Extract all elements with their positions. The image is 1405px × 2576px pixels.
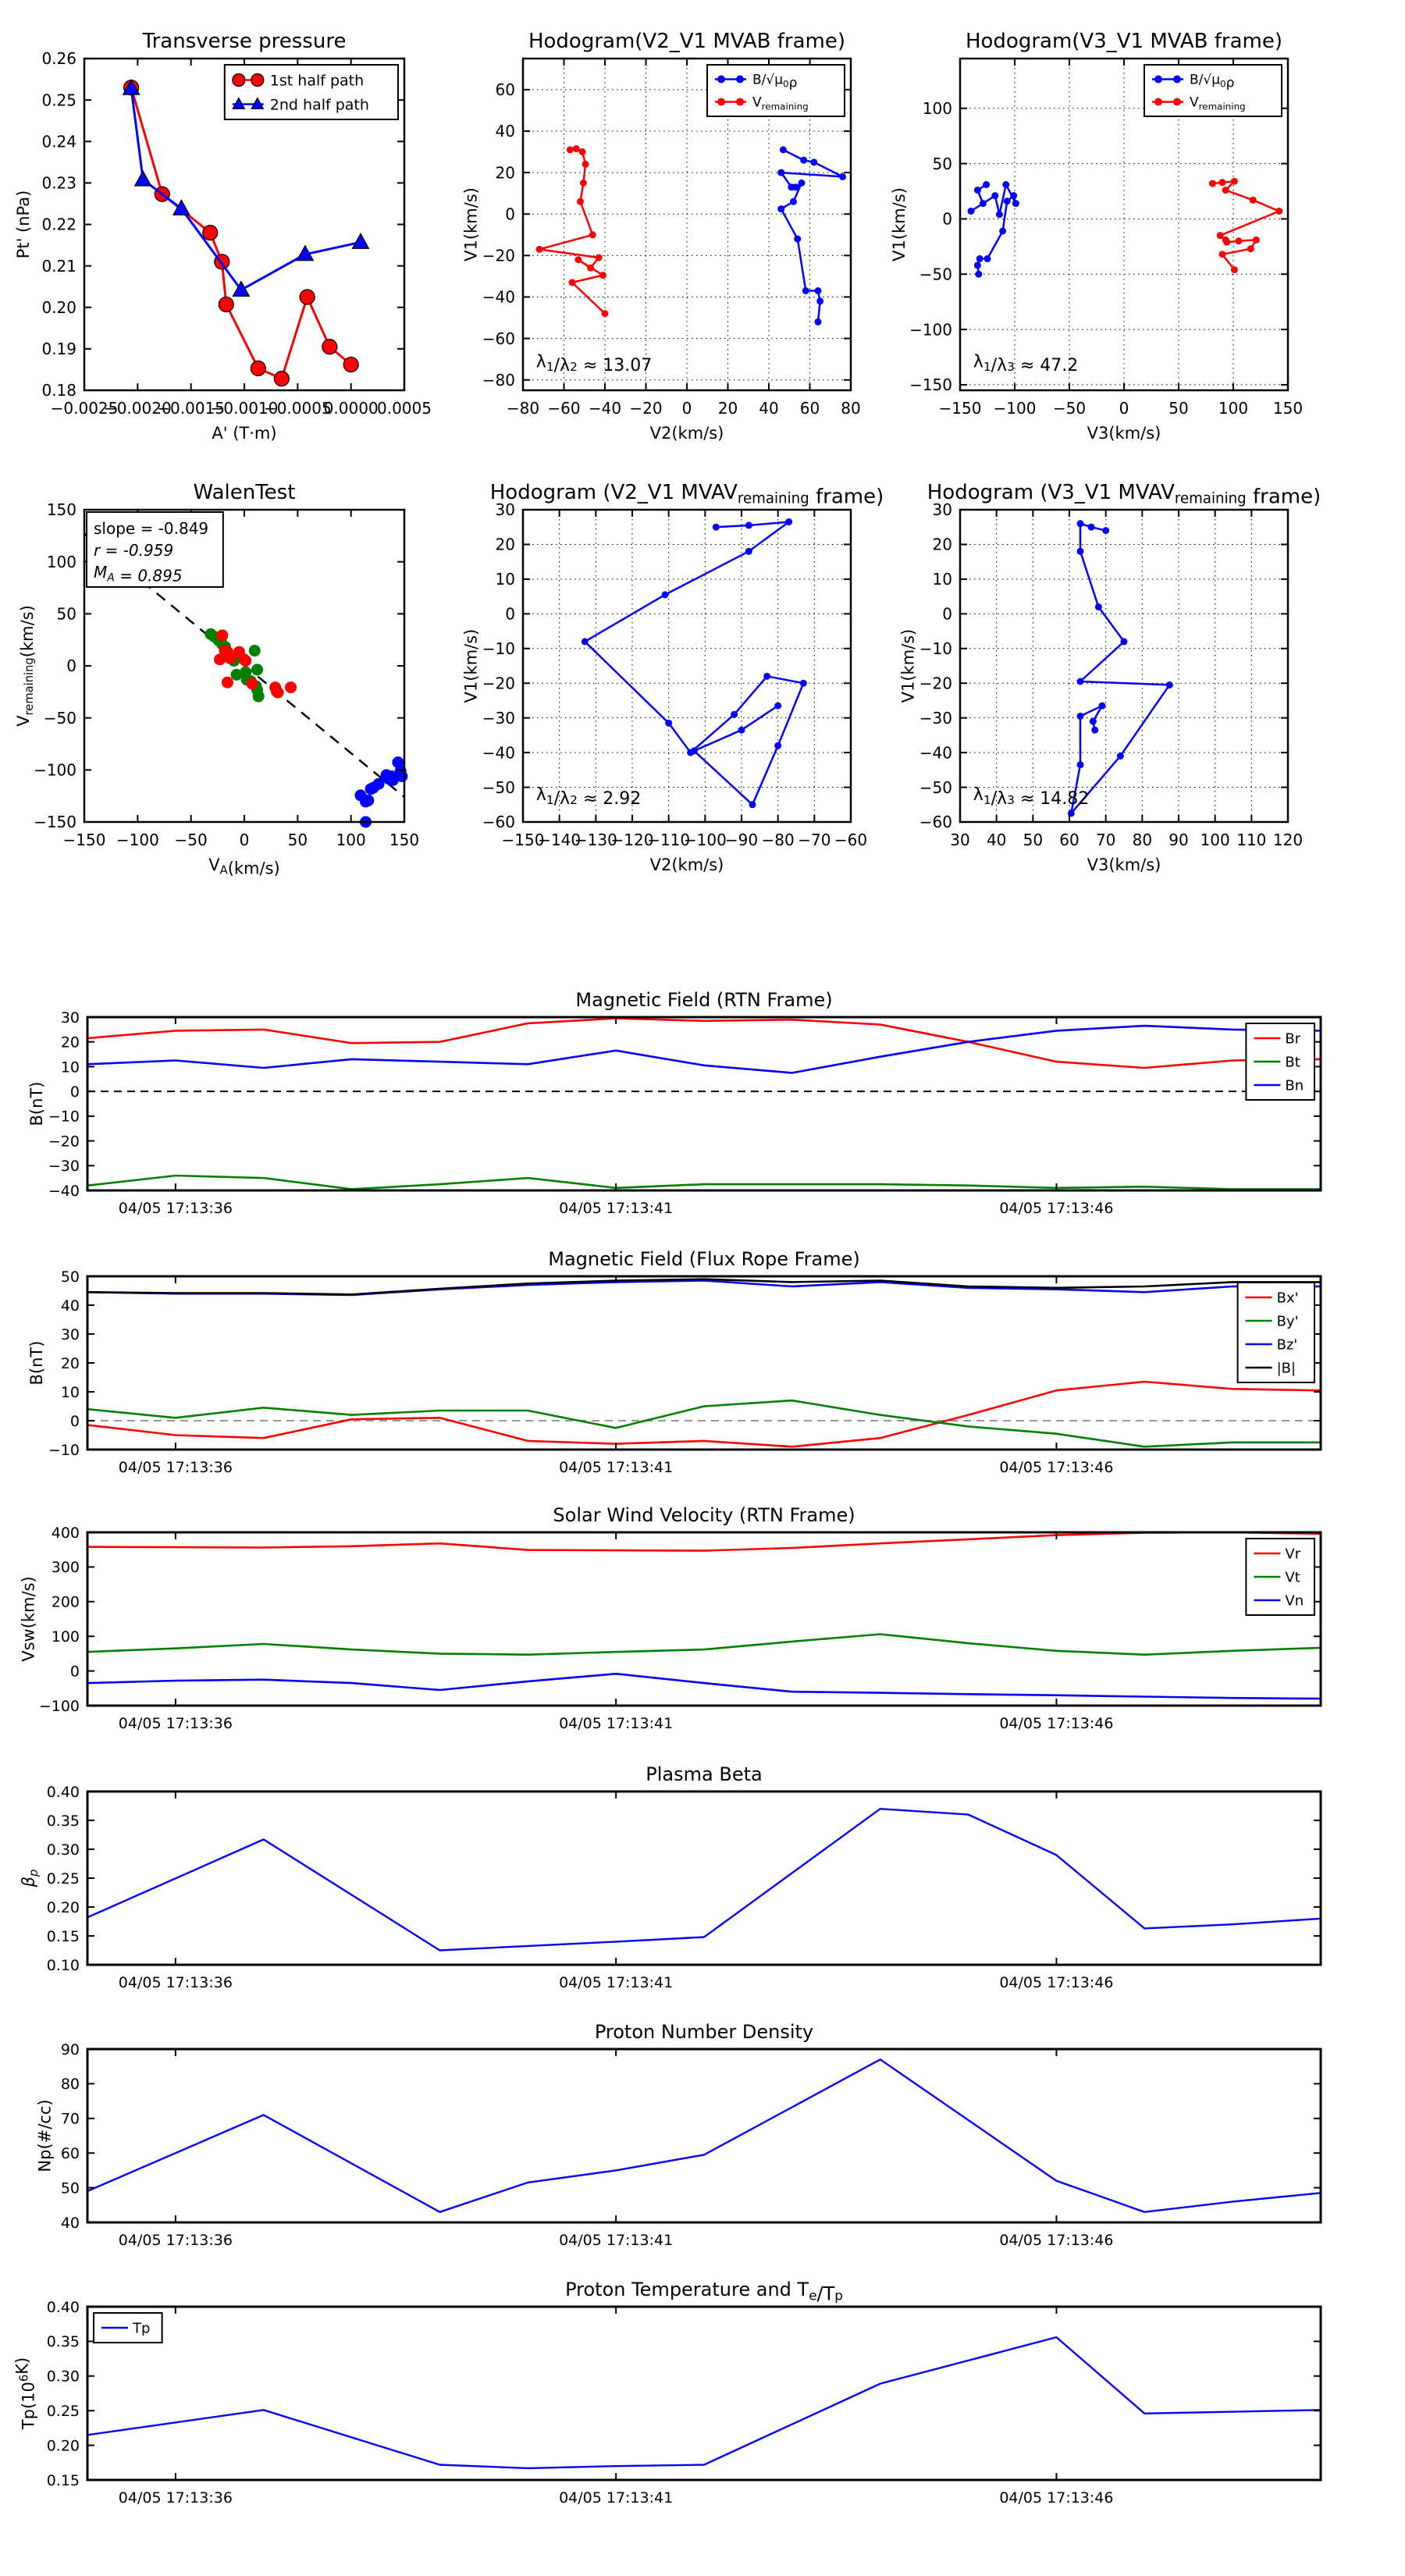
svg-text:Hodogram (V3_V1 MVAVremaining: Hodogram (V3_V1 $MVAV_{remaining}$ frame) <box>927 481 1321 509</box>
svg-text:−50: −50 <box>919 777 952 797</box>
svg-text:V2(km/s): V2(km/s) <box>649 424 724 443</box>
svg-text:slope = -0.849: slope = -0.849 <box>94 519 209 538</box>
svg-text:−0.0015: −0.0015 <box>157 399 226 418</box>
svg-text:04/05 17:13:46: 04/05 17:13:46 <box>999 1715 1114 1732</box>
svg-text:−100: −100 <box>909 320 952 340</box>
svg-text:V1(km/s): V1(km/s) <box>898 628 918 703</box>
svg-text:0.24: 0.24 <box>41 132 76 151</box>
svg-text:−150: −150 <box>62 831 106 849</box>
svg-text:04/05 17:13:46: 04/05 17:13:46 <box>999 1974 1114 1991</box>
svg-text:−20: −20 <box>919 674 952 693</box>
svg-text:50: 50 <box>1023 831 1044 849</box>
svg-text:Vremaining​: $V_{remaining}$ <box>1190 94 1246 112</box>
svg-text:Pt' (nPa): Pt' (nPa) <box>14 190 34 259</box>
svg-text:−30: −30 <box>919 708 952 728</box>
svg-text:0.21: 0.21 <box>41 256 76 276</box>
svg-text:Bx': Bx' <box>1276 1290 1299 1307</box>
svg-text:04/05 17:13:41: 04/05 17:13:41 <box>559 1459 674 1476</box>
svg-text:110: 110 <box>1236 831 1267 849</box>
svg-text:λ1/λ3 ≈ 47.2​: $\lambda_1/\lambda 3 \approx 47.2$ <box>973 352 1079 376</box>
svg-text:0.15: 0.15 <box>46 2471 80 2489</box>
svg-text:20: 20 <box>60 1034 80 1051</box>
svg-text:Np(#/cc): Np(#/cc) <box>35 2099 55 2172</box>
svg-text:−40: −40 <box>482 287 515 307</box>
svg-text:−50: −50 <box>919 265 952 284</box>
svg-text:V1(km/s): V1(km/s) <box>461 187 481 262</box>
svg-text:400: 400 <box>51 1524 80 1542</box>
svg-text:60: 60 <box>1059 831 1080 849</box>
svg-text:0.22: 0.22 <box>41 215 76 234</box>
svg-text:λ1/λ3 ≈ 14.82​: $\lambda_1/\lambda 3 \approx 14.82$ <box>973 785 1090 809</box>
svg-text:80: 80 <box>1132 831 1153 849</box>
svg-text:40: 40 <box>986 831 1007 849</box>
svg-text:200: 200 <box>51 1593 80 1611</box>
svg-text:0.23: 0.23 <box>41 173 76 193</box>
svg-text:100: 100 <box>46 552 76 571</box>
svg-text:−10: −10 <box>919 639 952 658</box>
svg-text:04/05 17:13:36: 04/05 17:13:36 <box>118 1715 233 1732</box>
svg-text:50: 50 <box>932 154 952 173</box>
svg-text:0.0005: 0.0005 <box>377 399 432 418</box>
svg-text:Hodogram (V2_V1 MVAVremaining: Hodogram (V2_V1 $MVAV_{remaining}$ frame) <box>489 481 884 509</box>
svg-text:04/05 17:13:36: 04/05 17:13:36 <box>118 1200 233 1217</box>
svg-text:50: 50 <box>60 2179 80 2197</box>
svg-text:40: 40 <box>60 1297 80 1315</box>
svg-text:V3(km/s): V3(km/s) <box>1087 856 1161 874</box>
svg-text:0.40: 0.40 <box>46 1783 80 1801</box>
svg-text:70: 70 <box>1095 831 1116 849</box>
svg-text:100: 100 <box>336 831 366 849</box>
svg-text:−100: −100 <box>683 831 727 849</box>
svg-text:0.35: 0.35 <box>46 2333 80 2351</box>
svg-text:04/05 17:13:41: 04/05 17:13:41 <box>559 1200 674 1217</box>
svg-text:−100: −100 <box>34 760 76 780</box>
svg-text:|B|: |B| <box>1276 1360 1297 1377</box>
svg-text:04/05 17:13:36: 04/05 17:13:36 <box>118 2489 233 2507</box>
svg-text:−120: −120 <box>610 831 654 849</box>
svg-text:Vsw(km/s): Vsw(km/s) <box>19 1576 38 1662</box>
svg-text:−100: −100 <box>38 1697 80 1715</box>
svg-text:−40: −40 <box>919 743 952 763</box>
svg-text:−50: −50 <box>43 708 76 728</box>
svg-text:0.30: 0.30 <box>46 2368 80 2386</box>
svg-text:0: 0 <box>239 831 250 849</box>
svg-text:150: 150 <box>1272 399 1304 418</box>
svg-text:−10: −10 <box>482 639 515 658</box>
svg-text:Bn: Bn <box>1285 1077 1304 1094</box>
svg-text:0.18: 0.18 <box>41 381 76 400</box>
svg-text:100: 100 <box>922 98 952 118</box>
svg-text:Magnetic Field (RTN Frame): Magnetic Field (RTN Frame) <box>575 989 833 1011</box>
svg-text:−80: −80 <box>761 831 795 849</box>
svg-text:V2(km/s): V2(km/s) <box>649 856 724 874</box>
svg-text:Magnetic Field (Flux Rope Fram: Magnetic Field (Flux Rope Frame) <box>548 1248 860 1270</box>
svg-text:−40: −40 <box>482 743 515 763</box>
svg-text:60: 60 <box>495 80 515 100</box>
svg-text:100: 100 <box>1218 399 1249 418</box>
svg-text:Transverse pressure: Transverse pressure <box>142 30 347 53</box>
svg-text:−60: −60 <box>834 831 868 849</box>
svg-text:Bz': Bz' <box>1276 1336 1298 1354</box>
svg-text:Vt: Vt <box>1285 1569 1300 1586</box>
svg-text:20: 20 <box>495 535 515 554</box>
svg-text:−110: −110 <box>647 831 691 849</box>
svg-text:0.25: 0.25 <box>41 91 76 110</box>
svg-text:B/√μ0ρ​: $B/√\mu_0\rho$ <box>752 72 798 91</box>
svg-text:0: 0 <box>69 1412 80 1430</box>
svg-text:−20: −20 <box>629 399 663 418</box>
svg-text:−130: −130 <box>574 831 617 849</box>
svg-text:B(nT): B(nT) <box>27 1340 47 1386</box>
svg-text:−20: −20 <box>482 674 515 693</box>
svg-text:10: 10 <box>932 570 952 589</box>
svg-text:−50: −50 <box>1052 399 1087 418</box>
svg-text:Tp: Tp <box>133 2320 151 2337</box>
svg-text:Vremaining​: $V_{remaining}$ <box>752 94 809 112</box>
svg-text:40: 40 <box>495 122 515 141</box>
svg-text:04/05 17:13:36: 04/05 17:13:36 <box>118 1459 233 1476</box>
svg-text:−0.0025: −0.0025 <box>50 399 119 418</box>
svg-text:04/05 17:13:46: 04/05 17:13:46 <box>999 1459 1114 1476</box>
svg-text:0.19: 0.19 <box>41 340 76 359</box>
svg-text:0.20: 0.20 <box>46 2437 80 2455</box>
svg-text:Tp(106K)​: $Tp(10^6K)$ <box>12 2357 38 2430</box>
svg-text:V1(km/s): V1(km/s) <box>461 628 481 703</box>
svg-text:04/05 17:13:41: 04/05 17:13:41 <box>559 2232 674 2249</box>
svg-text:40: 40 <box>60 2214 80 2232</box>
svg-text:VA(km/s)​: $V_A(km/s)$ <box>208 856 280 878</box>
svg-text:04/05 17:13:46: 04/05 17:13:46 <box>999 2489 1114 2507</box>
svg-text:0.25: 0.25 <box>46 2403 80 2421</box>
svg-text:0: 0 <box>66 656 76 676</box>
svg-text:04/05 17:13:36: 04/05 17:13:36 <box>118 2232 233 2249</box>
svg-text:B(nT): B(nT) <box>27 1081 47 1126</box>
svg-text:A' (T·m): A' (T·m) <box>212 424 277 443</box>
svg-text:−0.0020: −0.0020 <box>103 399 172 418</box>
svg-text:−150: −150 <box>34 813 76 832</box>
svg-text:10: 10 <box>495 570 515 589</box>
svg-text:0.20: 0.20 <box>41 297 76 317</box>
svg-text:04/05 17:13:46: 04/05 17:13:46 <box>999 1200 1114 1217</box>
svg-text:0.10: 0.10 <box>46 1956 80 1974</box>
svg-text:λ1/λ2 ≈ 2.92​: $\lambda_1/\lambda 2 \approx 2.92$ <box>535 785 642 809</box>
svg-text:30: 30 <box>60 1325 80 1343</box>
svg-text:−150: −150 <box>938 399 982 418</box>
svg-text:0: 0 <box>69 1083 80 1101</box>
svg-text:04/05 17:13:41: 04/05 17:13:41 <box>559 1715 674 1732</box>
svg-text:30: 30 <box>495 500 515 520</box>
svg-text:50: 50 <box>287 831 308 849</box>
svg-text:50: 50 <box>1168 399 1189 418</box>
svg-text:−80: −80 <box>506 399 540 418</box>
svg-text:120: 120 <box>1272 831 1304 849</box>
svg-text:Vn: Vn <box>1285 1592 1304 1610</box>
svg-text:40: 40 <box>759 399 779 418</box>
svg-text:80: 80 <box>841 399 861 418</box>
svg-text:0: 0 <box>1119 399 1129 418</box>
svg-text:−40: −40 <box>48 1182 80 1200</box>
svg-text:50: 50 <box>60 1268 80 1286</box>
svg-text:r = -0.959: r = -0.959 <box>94 541 174 560</box>
svg-text:−50: −50 <box>482 777 515 797</box>
svg-text:60: 60 <box>60 2145 80 2163</box>
svg-text:30: 30 <box>60 1009 80 1026</box>
svg-text:50: 50 <box>56 604 76 624</box>
svg-text:1st half path: 1st half path <box>269 72 365 90</box>
svg-text:2nd half path: 2nd half path <box>269 96 369 114</box>
svg-text:Hodogram(V3_V1 MVAB frame): Hodogram(V3_V1 MVAB frame) <box>965 30 1283 53</box>
svg-text:−60: −60 <box>482 813 515 832</box>
svg-text:−20: −20 <box>482 246 515 265</box>
svg-text:−70: −70 <box>798 831 831 849</box>
svg-text:0: 0 <box>942 209 952 229</box>
svg-text:−10: −10 <box>48 1441 80 1459</box>
svg-text:Proton Number Density: Proton Number Density <box>594 2021 814 2043</box>
svg-text:−90: −90 <box>724 831 759 849</box>
svg-text:λ1/λ2 ≈ 13.07​: $\lambda_1/\lambda 2 \approx 13.07$ <box>535 352 653 376</box>
svg-text:10: 10 <box>60 1059 80 1076</box>
svg-text:MA = 0.895​: $M_A = 0.895$ <box>94 563 183 585</box>
svg-text:90: 90 <box>60 2041 80 2058</box>
svg-text:βp​: $\beta_p$ <box>19 1869 41 1888</box>
svg-text:Hodogram(V2_V1 MVAB frame): Hodogram(V2_V1 MVAB frame) <box>528 30 846 53</box>
svg-text:04/05 17:13:46: 04/05 17:13:46 <box>999 2232 1114 2249</box>
svg-text:By': By' <box>1276 1313 1299 1330</box>
svg-text:Vr: Vr <box>1285 1546 1301 1563</box>
svg-text:20: 20 <box>717 399 738 418</box>
svg-text:30: 30 <box>950 831 970 849</box>
svg-text:300: 300 <box>51 1559 80 1577</box>
svg-text:100: 100 <box>51 1628 80 1646</box>
svg-text:0.40: 0.40 <box>46 2298 80 2316</box>
svg-text:−40: −40 <box>588 399 622 418</box>
svg-text:−0.0005: −0.0005 <box>263 399 332 418</box>
svg-text:Bt: Bt <box>1285 1054 1300 1071</box>
svg-text:−100: −100 <box>116 831 159 849</box>
svg-text:B/√μ0ρ​: $B/√\mu_0\rho$ <box>1190 72 1235 91</box>
svg-text:70: 70 <box>60 2110 80 2128</box>
svg-text:V1(km/s): V1(km/s) <box>890 187 909 262</box>
svg-text:30: 30 <box>932 500 952 520</box>
svg-text:20: 20 <box>60 1354 80 1372</box>
svg-text:−140: −140 <box>538 831 582 849</box>
svg-text:20: 20 <box>932 535 952 554</box>
svg-text:−20: −20 <box>48 1133 80 1151</box>
svg-text:−60: −60 <box>919 813 952 832</box>
svg-text:0.26: 0.26 <box>41 49 76 69</box>
svg-text:WalenTest: WalenTest <box>193 481 296 504</box>
svg-text:0.35: 0.35 <box>46 1812 80 1830</box>
svg-text:−10: −10 <box>48 1108 80 1126</box>
svg-text:−30: −30 <box>482 708 515 728</box>
svg-text:0: 0 <box>505 205 515 224</box>
svg-text:60: 60 <box>799 399 820 418</box>
svg-text:Vremaining(km/s)​: $V_{remaining}(km/s)$ <box>14 605 37 727</box>
svg-text:0.30: 0.30 <box>46 1841 80 1859</box>
svg-text:V3(km/s): V3(km/s) <box>1087 424 1161 443</box>
svg-text:0.15: 0.15 <box>46 1927 80 1945</box>
svg-text:−60: −60 <box>547 399 581 418</box>
svg-text:−60: −60 <box>482 329 515 348</box>
svg-text:−150: −150 <box>501 831 545 849</box>
svg-text:0.20: 0.20 <box>46 1898 80 1916</box>
svg-text:10: 10 <box>60 1383 80 1401</box>
svg-text:0: 0 <box>942 604 952 624</box>
svg-text:Proton Temperature and Te/Tp​: Proton Temperature and $T_e/Tp$ <box>565 2279 843 2305</box>
svg-text:−100: −100 <box>993 399 1037 418</box>
svg-text:−30: −30 <box>48 1158 80 1176</box>
svg-text:20: 20 <box>495 163 515 183</box>
svg-text:04/05 17:13:41: 04/05 17:13:41 <box>559 2489 674 2507</box>
svg-text:150: 150 <box>389 831 420 849</box>
svg-text:0: 0 <box>505 604 515 624</box>
svg-text:150: 150 <box>46 500 76 520</box>
svg-text:90: 90 <box>1168 831 1189 849</box>
svg-text:0: 0 <box>69 1663 80 1681</box>
svg-text:100: 100 <box>1200 831 1230 849</box>
svg-text:−150: −150 <box>909 375 952 395</box>
svg-text:Plasma Beta: Plasma Beta <box>646 1763 763 1785</box>
svg-text:0: 0 <box>681 399 692 418</box>
svg-text:0.25: 0.25 <box>46 1870 80 1888</box>
svg-text:Br: Br <box>1285 1030 1301 1048</box>
svg-text:Solar Wind Velocity (RTN Frame: Solar Wind Velocity (RTN Frame) <box>553 1504 855 1526</box>
svg-text:0.0000: 0.0000 <box>323 399 379 418</box>
svg-text:−50: −50 <box>174 831 208 849</box>
svg-text:−80: −80 <box>482 370 515 390</box>
svg-text:04/05 17:13:41: 04/05 17:13:41 <box>559 1974 674 1991</box>
svg-text:04/05 17:13:36: 04/05 17:13:36 <box>118 1974 233 1991</box>
svg-text:−0.0010: −0.0010 <box>210 399 279 418</box>
svg-text:80: 80 <box>60 2076 80 2094</box>
